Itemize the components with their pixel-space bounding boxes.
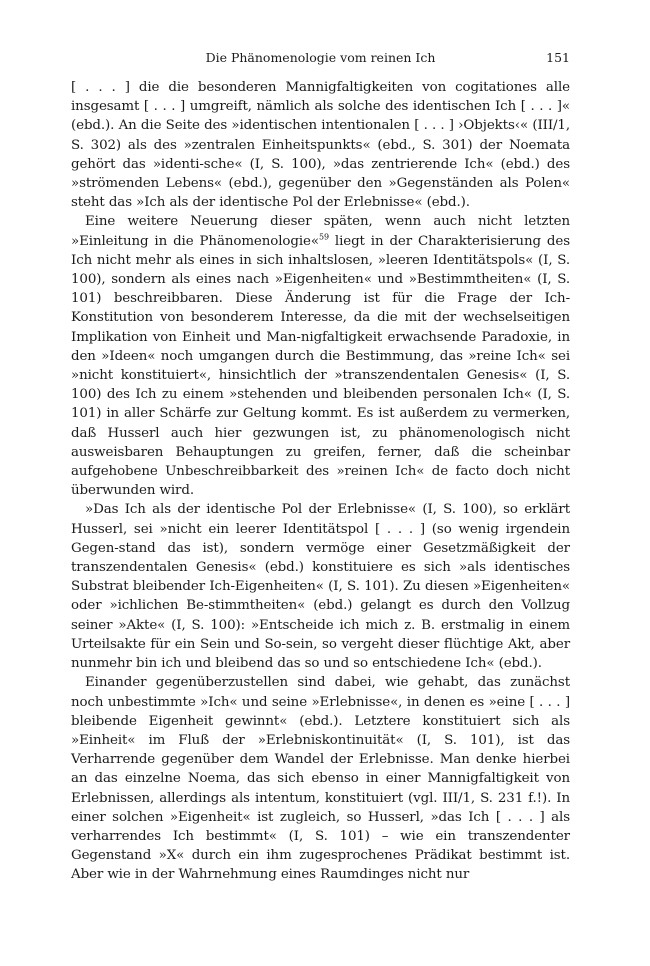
footnote-marker-59: 59 [318, 232, 329, 242]
running-title: Die Phänomenologie vom reinen Ich [205, 50, 436, 65]
paragraph-2-text-before: Eine weitere Neuerung dieser späten, wenn auch nicht letzten »Einleitung in die Phänomenologie« [71, 214, 570, 249]
paragraph-4: Einander gegenüberzustellen sind dabei, wie gehabt, das zunächst noch unbestimmte »Ich« und seine »Erlebnisse«, in denen es »eine [ . . . ] bleibende Eigenheit gewinnt« (ebd.). Letztere konstituiert sich als »Einheit« im Fluß der »Erlebniskontinuität« (I, S. 101), ist das Verharrende gegenüber dem Wandel der Erlebnisse. Man denke hierbei an das einzelne Noema, das sich ebenso in einer Mannigfaltigkeit von Erlebnissen, allerdings als intentum, konstituiert (vgl. III/1, S. 231 f.!). In einer solchen »Eigenheit« ist zugleich, so Husserl, »das Ich [ . . . ] als verharrendes Ich bestimmt« (I, S. 101) – wie ein transzendenter Gegenstand »X« durch ein ihm zugesprochenes Prädikat bestimmt ist. Aber wie in der Wahrnehmung eines Raumdinges nicht nur [71, 675, 570, 883]
paragraph-1: [ . . . ] die die besonderen Mannigfaltigkeiten von cogitationes alle insgesamt [ . . . ] umgreift, nämlich als solche des identischen Ich [ . . . ]« (ebd.). An die Seite des »identischen intentionalen [ . . . ] ›Objekts‹« (III/1, S. 302) als des »zentralen Einheitspunkts« (ebd., S. 301) der Noemata gehört das »identi-sche« (I, S. 100), »das zentrierende Ich« (ebd.) des »strömenden Lebens« (ebd.), gegenüber den »Gegenständen als Polen« steht das »Ich als der identische Pol der Erlebnisse« (ebd.). [71, 80, 570, 211]
body-text [71, 78, 570, 885]
paragraph-2-text-after: liegt in der Charakterisierung des Ich nicht mehr als eines in sich inhaltslosen, »leeren Identitätspols« (I, S. 100), sondern als eines nach »Eigenheiten« und »Bestimmtheiten« (I, S. 101) beschreibbaren. Diese Änderung ist für die Frage der Ich-Konstitution von besonderem Interesse, da die mit der wechselseitigen Implikation von Einheit und Man-nigfaltigkeit erwachsende Paradoxie, in den »Ideen« noch umgangen durch die Bestimmung, das »reine Ich« sei »nicht konstituiert«, hinsichtlich der »transzendentalen Genesis« (I, S. 100) des Ich zu einem »stehenden und bleibenden personalen Ich« (I, S. 101) in aller Schärfe zur Geltung kommt. Es ist außerdem zu vermerken, daß Husserl auch hier gezwungen ist, zu phänomenologisch nicht ausweisbaren Behauptungen zu greifen, ferner, daß die scheinbar aufgehobene Unbeschreibbarkeit des »reinen Ich« de facto doch nicht überwunden wird. [71, 233, 570, 499]
page-number: 151 [546, 50, 570, 65]
paragraph-2 [71, 212, 570, 500]
paragraph-3: »Das Ich als der identische Pol der Erlebnisse« (I, S. 100), so erklärt Husserl, sei »nicht ein leerer Identitätspol [ . . . ] (so wenig irgendein Gegen-stand das ist), sondern vermöge einer Gesetzmäßigkeit der transzendentalen Genesis« (ebd.) konstituiere es sich »als identisches Substrat bleibender Ich-Eigenheiten« (I, S. 101). Zu diesen »Eigenheiten« oder »ichlichen Be-stimmtheiten« (ebd.) gelangt es durch den Vollzug seiner »Akte« (I, S. 100): »Entscheide ich mich z. B. erstmalig in einem Urteilsakte für ein Sein und So-sein, so vergeht dieser flüchtige Akt, aber nunmehr bin ich und bleibend das so und so entschiedene Ich« (ebd.). [71, 502, 570, 672]
